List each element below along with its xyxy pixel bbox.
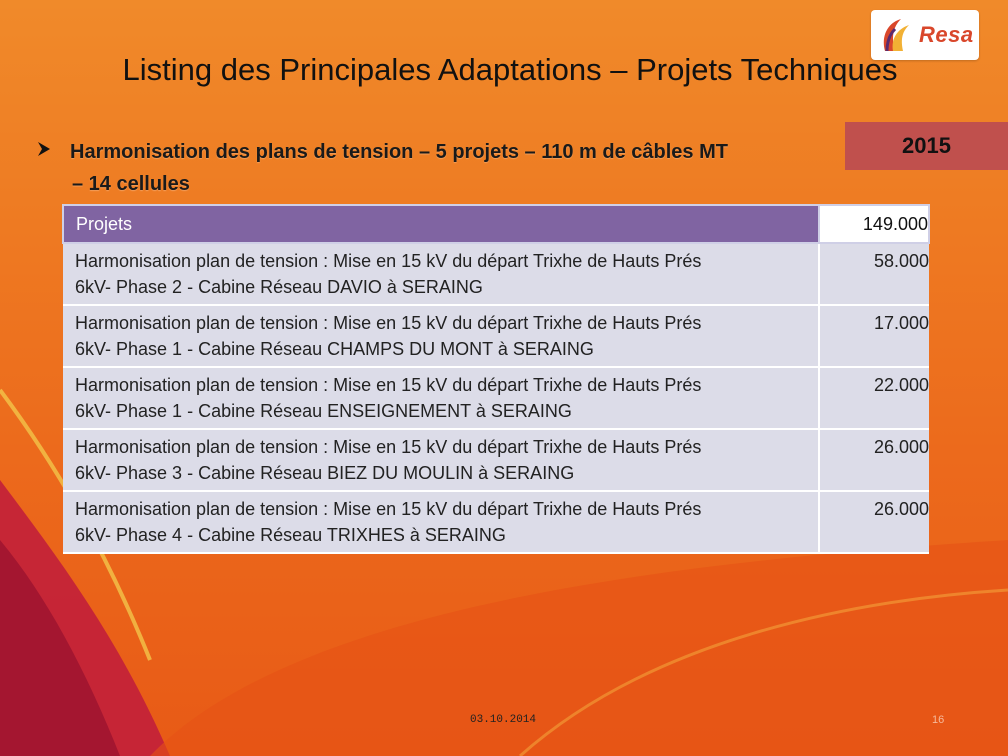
arrow-bullet-icon <box>36 136 70 168</box>
row-desc-line2: 6kV- Phase 4 - Cabine Réseau TRIXHES à SERAING <box>75 525 506 545</box>
year-label: 2015 <box>845 122 1008 170</box>
row-amount: 58.000 <box>819 243 929 305</box>
header-total: 149.000 <box>819 205 929 243</box>
row-desc-line2: 6kV- Phase 1 - Cabine Réseau ENSEIGNEMENT à SERAING <box>75 401 572 421</box>
row-desc-line2: 6kV- Phase 3 - Cabine Réseau BIEZ DU MOULIN à SERAING <box>75 463 575 483</box>
bullet-text-line2: – 14 cellules <box>72 173 190 195</box>
table-row <box>63 429 929 491</box>
row-desc-line2: 6kV- Phase 1 - Cabine Réseau CHAMPS DU MONT à SERAING <box>75 339 594 359</box>
row-amount: 17.000 <box>819 305 929 367</box>
table-row <box>63 305 929 367</box>
bullet-text-line1: Harmonisation des plans de tension – 5 projets – 110 m de câbles MT <box>70 141 728 163</box>
header-projects: Projets <box>63 205 819 243</box>
row-desc-line1: Harmonisation plan de tension : Mise en 15 kV du départ Trixhe de Hauts Prés <box>75 375 702 395</box>
resa-flame-logo-icon <box>879 15 915 55</box>
row-description <box>63 367 819 429</box>
page-title: Listing des Principales Adaptations – Projets Techniques <box>122 52 898 87</box>
page-number: 16 <box>932 714 945 726</box>
footer-date: 03.10.2014 <box>470 714 537 726</box>
row-amount: 26.000 <box>819 429 929 491</box>
row-desc-line2: 6kV- Phase 2 - Cabine Réseau DAVIO à SERAING <box>75 277 483 297</box>
table-header-row <box>63 205 929 243</box>
row-desc-line1: Harmonisation plan de tension : Mise en 15 kV du départ Trixhe de Hauts Prés <box>75 437 702 457</box>
row-description <box>63 491 819 553</box>
logo-text: Resa <box>919 22 974 47</box>
row-desc-line1: Harmonisation plan de tension : Mise en 15 kV du départ Trixhe de Hauts Prés <box>75 313 702 333</box>
row-amount: 22.000 <box>819 367 929 429</box>
row-description <box>63 305 819 367</box>
row-amount: 26.000 <box>819 491 929 553</box>
table-row <box>63 491 929 553</box>
bullet-point <box>36 136 816 200</box>
table-row <box>63 243 929 305</box>
table-row <box>63 367 929 429</box>
row-description <box>63 243 819 305</box>
row-description <box>63 429 819 491</box>
row-desc-line1: Harmonisation plan de tension : Mise en 15 kV du départ Trixhe de Hauts Prés <box>75 499 702 519</box>
row-desc-line1: Harmonisation plan de tension : Mise en 15 kV du départ Trixhe de Hauts Prés <box>75 251 702 271</box>
projects-table <box>62 204 930 554</box>
